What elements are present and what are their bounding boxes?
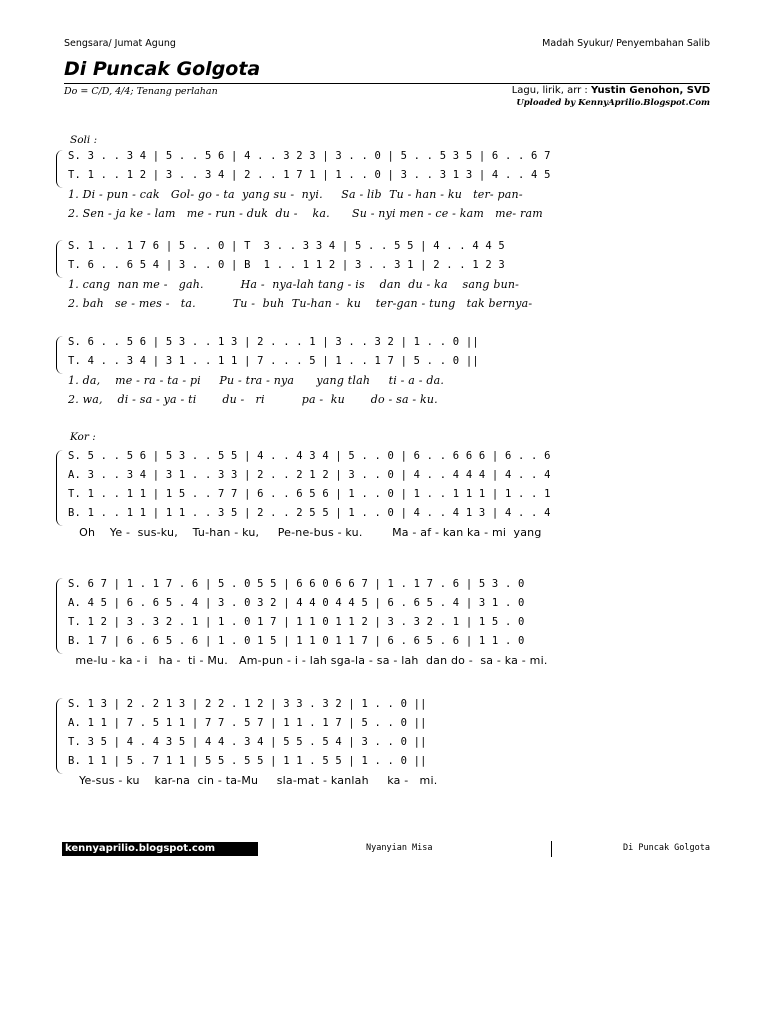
footer-song-title: Di Puncak Golgota xyxy=(623,843,710,853)
lyric-row: 1. Di - pun - cak Gol- go - ta yang su - nyi. Sa - lib Tu - han - ku ter- pan- xyxy=(68,188,523,201)
credit-name: Yustin Genohon, SVD xyxy=(590,85,710,96)
notation-row: B. 1 1 | 5 . 7 1 1 | 5 5 . 5 5 | 1 1 . 5 5 | 1 . . 0 || xyxy=(68,755,427,767)
notation-row: S. 5 . . 5 6 | 5 3 . . 5 5 | 4 . . 4 3 4 | 5 . . 0 | 6 . . 6 6 6 | 6 . . 6 xyxy=(68,450,551,462)
notation-row: T. 1 . . 1 2 | 3 . . 3 4 | 2 . . 1 7 1 | 1 . . 0 | 3 . . 3 1 3 | 4 . . 4 5 xyxy=(68,169,551,181)
uploader-credit: Uploaded by KennyAprilio.Blogspot.Com xyxy=(516,98,710,108)
notation-row: S. 1 . . 1 7 6 | 5 . . 0 | T 3 . . 3 3 4 | 5 . . 5 5 | 4 . . 4 4 5 xyxy=(68,240,505,252)
notation-row: T. 3 5 | 4 . 4 3 5 | 4 4 . 3 4 | 5 5 . 5 4 | 3 . . 0 || xyxy=(68,736,427,748)
lyric-row: 1. cang nan me - gah. Ha - nya-lah tang - is dan du - ka sang bun- xyxy=(68,278,520,291)
section-label-kor: Kor : xyxy=(70,431,96,443)
header-category: Sengsara/ Jumat Agung xyxy=(64,38,176,49)
song-title: Di Puncak Golgota xyxy=(64,58,261,80)
notation-row: A. 1 1 | 7 . 5 1 1 | 7 7 . 5 7 | 1 1 . 1 7 | 5 . . 0 || xyxy=(68,717,427,729)
title-rule xyxy=(64,83,710,84)
lyric-row: me-lu - ka - i ha - ti - Mu. Am-pun - i - lah sga-la - sa - lah dan do - sa - ka - mi. xyxy=(68,654,548,667)
notation-row: T. 6 . . 6 5 4 | 3 . . 0 | B 1 . . 1 1 2 | 3 . . 3 1 | 2 . . 1 2 3 xyxy=(68,259,505,271)
footer-collection: Nyanyian Misa xyxy=(366,843,433,853)
notation-row: T. 4 . . 3 4 | 3 1 . . 1 1 | 7 . . . 5 | 1 . . 1 7 | 5 . . 0 || xyxy=(68,355,479,367)
lyric-row: 2. bah se - mes - ta. Tu - buh Tu-han - ku ter-gan - tung tak bernya- xyxy=(68,297,533,310)
system-brace xyxy=(56,578,63,654)
system-brace xyxy=(56,336,63,374)
notation-row: B. 1 7 | 6 . 6 5 . 6 | 1 . 0 1 5 | 1 1 0 1 1 7 | 6 . 6 5 . 6 | 1 1 . 0 xyxy=(68,635,525,647)
notation-row: B. 1 . . 1 1 | 1 1 . . 3 5 | 2 . . 2 5 5 | 1 . . 0 | 4 . . 4 1 3 | 4 . . 4 xyxy=(68,507,551,519)
footer-blog: kennyaprilio.blogspot.com xyxy=(62,842,258,856)
notation-row: S. 3 . . 3 4 | 5 . . 5 6 | 4 . . 3 2 3 | 3 . . 0 | 5 . . 5 3 5 | 6 . . 6 7 xyxy=(68,150,551,162)
system-brace xyxy=(56,240,63,278)
credit-label: Lagu, lirik, arr : xyxy=(511,85,591,96)
notation-row: A. 3 . . 3 4 | 3 1 . . 3 3 | 2 . . 2 1 2 | 3 . . 0 | 4 . . 4 4 4 | 4 . . 4 xyxy=(68,469,551,481)
lyric-row: 2. wa, di - sa - ya - ti du - ri pa - ku do - sa - ku. xyxy=(68,393,438,406)
notation-row: S. 1 3 | 2 . 2 1 3 | 2 2 . 1 2 | 3 3 . 3 2 | 1 . . 0 || xyxy=(68,698,427,710)
notation-row: T. 1 2 | 3 . 3 2 . 1 | 1 . 0 1 7 | 1 1 0 1 1 2 | 3 . 3 2 . 1 | 1 5 . 0 xyxy=(68,616,525,628)
section-label-soli: Soli : xyxy=(70,134,98,146)
notation-row: A. 4 5 | 6 . 6 5 . 4 | 3 . 0 3 2 | 4 4 0 4 4 5 | 6 . 6 5 . 4 | 3 1 . 0 xyxy=(68,597,525,609)
footer-separator xyxy=(551,841,552,857)
notation-row: T. 1 . . 1 1 | 1 5 . . 7 7 | 6 . . 6 5 6 | 1 . . 0 | 1 . . 1 1 1 | 1 . . 1 xyxy=(68,488,551,500)
lyric-row: Ye-sus - ku kar-na cin - ta-Mu sla-mat - kanlah ka - mi. xyxy=(68,774,438,787)
lyric-row: 1. da, me - ra - ta - pi Pu - tra - nya yang tlah ti - a - da. xyxy=(68,374,445,387)
system-brace xyxy=(56,698,63,774)
system-brace xyxy=(56,150,63,188)
key-tempo: Do = C/D, 4/4; Tenang perlahan xyxy=(64,86,218,97)
composer-credit xyxy=(512,85,710,96)
system-brace xyxy=(56,450,63,526)
notation-row: S. 6 . . 5 6 | 5 3 . . 1 3 | 2 . . . 1 | 3 . . 3 2 | 1 . . 0 || xyxy=(68,336,479,348)
notation-row: S. 6 7 | 1 . 1 7 . 6 | 5 . 0 5 5 | 6 6 0 6 6 7 | 1 . 1 7 . 6 | 5 3 . 0 xyxy=(68,578,525,590)
lyric-row: 2. Sen - ja ke - lam me - run - duk du - ka. Su - nyi men - ce - kam me- ram xyxy=(68,207,543,220)
header-subcategory: Madah Syukur/ Penyembahan Salib xyxy=(542,38,710,49)
lyric-row: Oh Ye - sus-ku, Tu-han - ku, Pe-ne-bus - ku. Ma - af - kan ka - mi yang xyxy=(68,526,542,539)
